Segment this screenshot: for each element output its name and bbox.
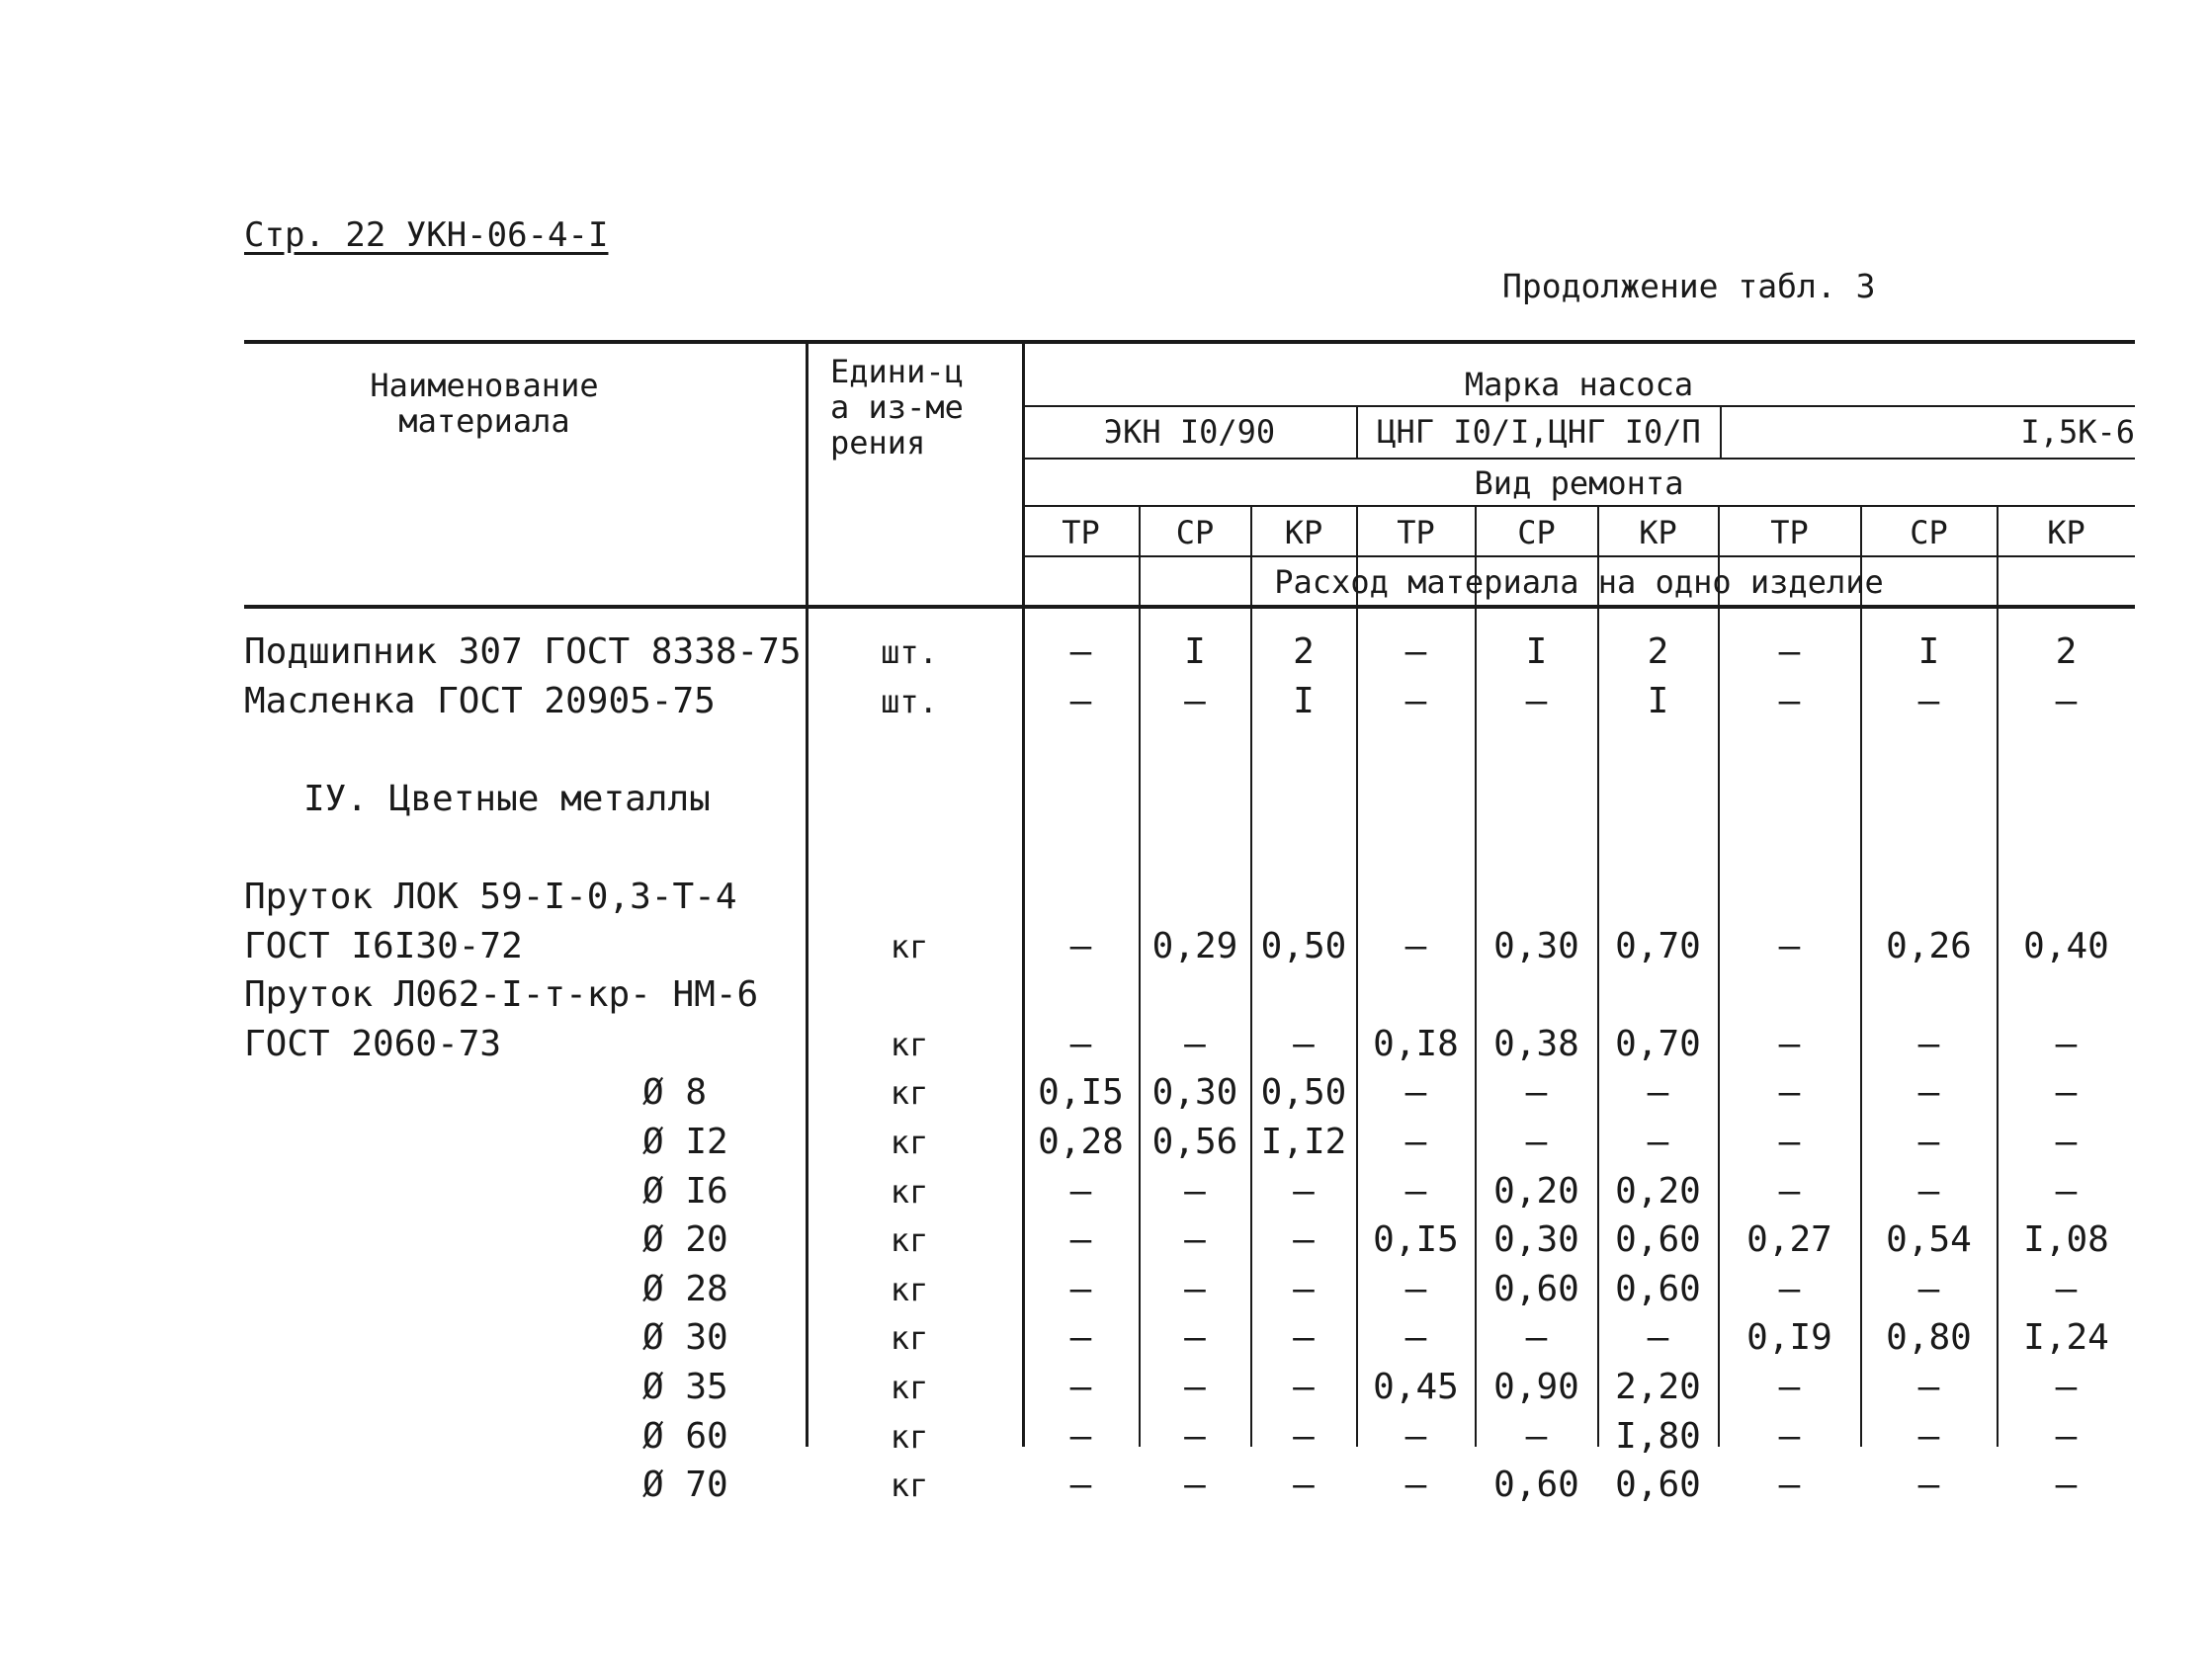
value-cell: – — [1069, 1317, 1092, 1359]
value-cell: – — [1647, 1122, 1669, 1162]
value-cell: – — [1525, 1317, 1548, 1359]
value-cell: – — [1404, 1317, 1427, 1359]
value-cell: 0,38 — [1493, 1023, 1579, 1064]
material-name: Пруток ЛОК 59-I-0,3-Т-4 — [244, 877, 737, 917]
header-pump-brand: Марка насоса — [1464, 366, 1694, 403]
value-cell: – — [2055, 1122, 2078, 1162]
table-top-rule — [244, 340, 2135, 344]
value-cell: I — [1184, 631, 1206, 672]
value-cell: 0,50 — [1260, 1072, 1347, 1114]
diameter-label: Ø 28 — [642, 1268, 728, 1309]
value-cell: 0,20 — [1493, 1170, 1579, 1212]
value-cell: 0,I9 — [1746, 1317, 1832, 1359]
table-row — [0, 1167, 2212, 1216]
value-cell: 0,28 — [1038, 1122, 1124, 1162]
value-cell: – — [1778, 1465, 1801, 1506]
value-cell: 0,70 — [1615, 925, 1701, 966]
value-cell: – — [1778, 1072, 1801, 1114]
value-cell: – — [1069, 631, 1092, 672]
section-title: IУ. Цветные металлы — [303, 778, 711, 819]
value-cell: – — [1404, 1122, 1427, 1162]
value-cell: – — [1184, 1023, 1206, 1064]
value-cell: – — [2055, 1072, 2078, 1114]
value-cell: 0,20 — [1615, 1170, 1701, 1212]
table-row — [0, 1068, 2212, 1118]
material-name: Пруток Л062-I-т-кр- НМ-6 — [244, 974, 759, 1016]
table-row — [0, 677, 2212, 726]
value-cell: 0,60 — [1615, 1465, 1701, 1506]
unit-cell: кг — [890, 1074, 929, 1113]
value-cell: – — [1404, 1170, 1427, 1212]
value-cell: – — [1404, 1415, 1427, 1457]
value-cell: – — [1525, 1122, 1548, 1162]
unit-cell: кг — [890, 1466, 929, 1505]
table-row — [0, 823, 2212, 873]
value-cell: 0,50 — [1260, 925, 1347, 966]
unit-cell: кг — [890, 1172, 929, 1211]
value-cell: – — [1184, 1219, 1206, 1261]
value-cell: 0,60 — [1493, 1465, 1579, 1506]
value-cell: 0,56 — [1151, 1122, 1238, 1162]
table-row — [0, 1265, 2212, 1314]
value-cell: 0,26 — [1886, 925, 1972, 966]
value-cell: – — [1917, 1072, 1940, 1114]
diameter-label: Ø 30 — [642, 1317, 728, 1359]
value-cell: 2 — [1293, 631, 1315, 672]
header-pump-3: I,5К-6 — [2020, 413, 2135, 451]
value-cell: – — [1293, 1367, 1315, 1407]
value-cell: 0,45 — [1373, 1367, 1459, 1407]
unit-cell: кг — [890, 1270, 929, 1308]
value-cell: – — [1184, 1268, 1206, 1309]
material-name: ГОСТ I6I30-72 — [244, 925, 523, 966]
repair-type-cell: СР — [1175, 514, 1215, 551]
value-cell: – — [1778, 631, 1801, 672]
header-rule-pumps — [1023, 405, 2135, 407]
value-cell: – — [1184, 1465, 1206, 1506]
value-cell: I,80 — [1615, 1415, 1701, 1457]
value-cell: – — [1069, 1415, 1092, 1457]
value-cell: – — [1917, 1023, 1940, 1064]
value-cell: I,24 — [2023, 1317, 2109, 1359]
value-cell: – — [1184, 680, 1206, 721]
value-cell: – — [1404, 680, 1427, 721]
value-cell: I,08 — [2023, 1219, 2109, 1261]
value-cell: – — [1778, 1367, 1801, 1407]
value-cell: – — [1404, 631, 1427, 672]
value-cell: – — [1778, 680, 1801, 721]
value-cell: 0,54 — [1886, 1219, 1972, 1261]
value-cell: 0,40 — [2023, 925, 2109, 966]
value-cell: I — [1917, 631, 1940, 672]
value-cell: – — [1917, 1268, 1940, 1309]
value-cell: – — [1917, 1367, 1940, 1407]
table-row — [0, 725, 2212, 775]
table-row — [0, 1020, 2212, 1069]
value-cell: 0,30 — [1151, 1072, 1238, 1114]
table-row — [0, 775, 2212, 824]
value-cell: 0,60 — [1615, 1219, 1701, 1261]
diameter-label: Ø 60 — [642, 1415, 728, 1457]
value-cell: – — [2055, 680, 2078, 721]
material-name: Масленка ГОСТ 20905-75 — [244, 680, 716, 721]
value-cell: – — [1069, 1170, 1092, 1212]
value-cell: 2 — [2055, 631, 2078, 672]
value-cell: – — [1778, 1023, 1801, 1064]
repair-type-cell: СР — [1517, 514, 1556, 551]
table-row — [0, 1363, 2212, 1412]
value-cell: 0,30 — [1493, 1219, 1579, 1261]
unit-cell: кг — [890, 1369, 929, 1406]
value-cell: – — [1293, 1023, 1315, 1064]
header-unit-col: Едини-ца из-мерения — [830, 353, 964, 461]
value-cell: 0,I8 — [1373, 1023, 1459, 1064]
diameter-label: Ø 35 — [642, 1367, 728, 1407]
value-cell: I — [1647, 680, 1669, 721]
value-cell: I — [1293, 680, 1315, 721]
table-caption: Продолжение табл. 3 — [1502, 267, 1876, 305]
table-row — [0, 873, 2212, 922]
value-cell: – — [1184, 1367, 1206, 1407]
value-cell: – — [2055, 1367, 2078, 1407]
unit-cell: кг — [890, 1417, 929, 1456]
repair-type-cell: ТР — [1770, 514, 1809, 551]
value-cell: – — [1404, 1268, 1427, 1309]
value-cell: – — [1647, 1072, 1669, 1114]
value-cell: – — [1917, 1415, 1940, 1457]
value-cell: – — [2055, 1170, 2078, 1212]
table-row — [0, 922, 2212, 971]
value-cell: 0,27 — [1746, 1219, 1832, 1261]
value-cell: – — [1525, 1415, 1548, 1457]
header-rule-repairs — [1023, 505, 2135, 507]
value-cell: – — [1525, 1072, 1548, 1114]
header-consumption: Расход материала на одно изделие — [1274, 563, 1884, 601]
table-row — [0, 1313, 2212, 1363]
value-cell: 0,I5 — [1373, 1219, 1459, 1261]
value-cell: – — [1069, 1268, 1092, 1309]
value-cell: – — [1184, 1317, 1206, 1359]
value-cell: – — [1069, 1367, 1092, 1407]
value-cell: – — [1293, 1465, 1315, 1506]
page-header: Стр. 22 УКН-06-4-I — [244, 215, 609, 255]
value-cell: – — [1778, 1170, 1801, 1212]
value-cell: – — [1917, 680, 1940, 721]
value-cell: 2,20 — [1615, 1367, 1701, 1407]
unit-cell: шт. — [881, 682, 938, 720]
unit-cell: кг — [890, 1319, 929, 1358]
repair-type-cell: КР — [2047, 514, 2085, 551]
diameter-label: Ø I2 — [642, 1122, 728, 1162]
value-cell: – — [1069, 1023, 1092, 1064]
value-cell: – — [2055, 1268, 2078, 1309]
value-cell: I,I2 — [1260, 1122, 1347, 1162]
value-cell: 0,I5 — [1038, 1072, 1124, 1114]
value-cell: – — [1778, 925, 1801, 966]
diameter-label: Ø 70 — [642, 1465, 728, 1506]
value-cell: – — [1293, 1317, 1315, 1359]
table-row — [0, 1118, 2212, 1167]
value-cell: – — [2055, 1023, 2078, 1064]
value-cell: – — [2055, 1415, 2078, 1457]
value-cell: – — [1293, 1170, 1315, 1212]
value-cell: – — [1069, 1465, 1092, 1506]
value-cell: I — [1525, 631, 1548, 672]
material-name: Подшипник 307 ГОСТ 8338-75 — [244, 631, 802, 672]
value-cell: – — [1069, 1219, 1092, 1261]
value-cell: – — [1647, 1317, 1669, 1359]
table-row — [0, 1461, 2212, 1510]
header-repair-type: Вид ремонта — [1474, 464, 1684, 502]
header-rule-types — [1023, 555, 2135, 557]
value-cell: 0,30 — [1493, 925, 1579, 966]
value-cell: – — [1293, 1268, 1315, 1309]
value-cell: – — [1917, 1170, 1940, 1212]
value-cell: – — [1069, 925, 1092, 966]
value-cell: – — [1293, 1219, 1315, 1261]
unit-cell: кг — [890, 1025, 929, 1063]
value-cell: 0,90 — [1493, 1367, 1579, 1407]
header-rule-repair — [1023, 458, 2135, 460]
repair-type-cell: КР — [1284, 514, 1323, 551]
repair-type-cell: ТР — [1397, 514, 1435, 551]
unit-cell: шт. — [881, 633, 938, 671]
value-cell: – — [1778, 1415, 1801, 1457]
value-cell: – — [2055, 1465, 2078, 1506]
table-row — [0, 1215, 2212, 1265]
unit-cell: кг — [890, 1124, 929, 1161]
header-name-col: Наименование материала — [370, 367, 599, 440]
material-name: ГОСТ 2060-73 — [244, 1023, 502, 1064]
unit-cell: кг — [890, 927, 929, 965]
value-cell: 2 — [1647, 631, 1669, 672]
header-pump-2: ЦНГ I0/I,ЦНГ I0/П — [1377, 413, 1701, 451]
header-bottom-rule — [244, 605, 2135, 609]
value-cell: – — [1184, 1170, 1206, 1212]
value-cell: – — [1917, 1122, 1940, 1162]
value-cell: – — [1069, 680, 1092, 721]
repair-type-cell: СР — [1910, 514, 1948, 551]
table-row — [0, 628, 2212, 677]
unit-cell: кг — [890, 1221, 929, 1260]
diameter-label: Ø 8 — [642, 1072, 708, 1114]
value-cell: – — [1404, 1465, 1427, 1506]
diameter-label: Ø 20 — [642, 1219, 728, 1261]
value-cell: – — [1293, 1415, 1315, 1457]
value-cell: – — [1525, 680, 1548, 721]
header-pump-1: ЭКН I0/90 — [1103, 413, 1276, 451]
value-cell: – — [1917, 1465, 1940, 1506]
value-cell: 0,29 — [1151, 925, 1238, 966]
value-cell: – — [1778, 1122, 1801, 1162]
value-cell: – — [1778, 1268, 1801, 1309]
value-cell: 0,70 — [1615, 1023, 1701, 1064]
value-cell: – — [1404, 1072, 1427, 1114]
value-cell: 0,60 — [1615, 1268, 1701, 1309]
diameter-label: Ø I6 — [642, 1170, 728, 1212]
repair-type-cell: КР — [1639, 514, 1677, 551]
value-cell: – — [1184, 1415, 1206, 1457]
table-row — [0, 970, 2212, 1020]
value-cell: 0,60 — [1493, 1268, 1579, 1309]
value-cell: – — [1404, 925, 1427, 966]
table-row — [0, 1412, 2212, 1462]
repair-type-cell: ТР — [1062, 514, 1100, 551]
value-cell: 0,80 — [1886, 1317, 1972, 1359]
